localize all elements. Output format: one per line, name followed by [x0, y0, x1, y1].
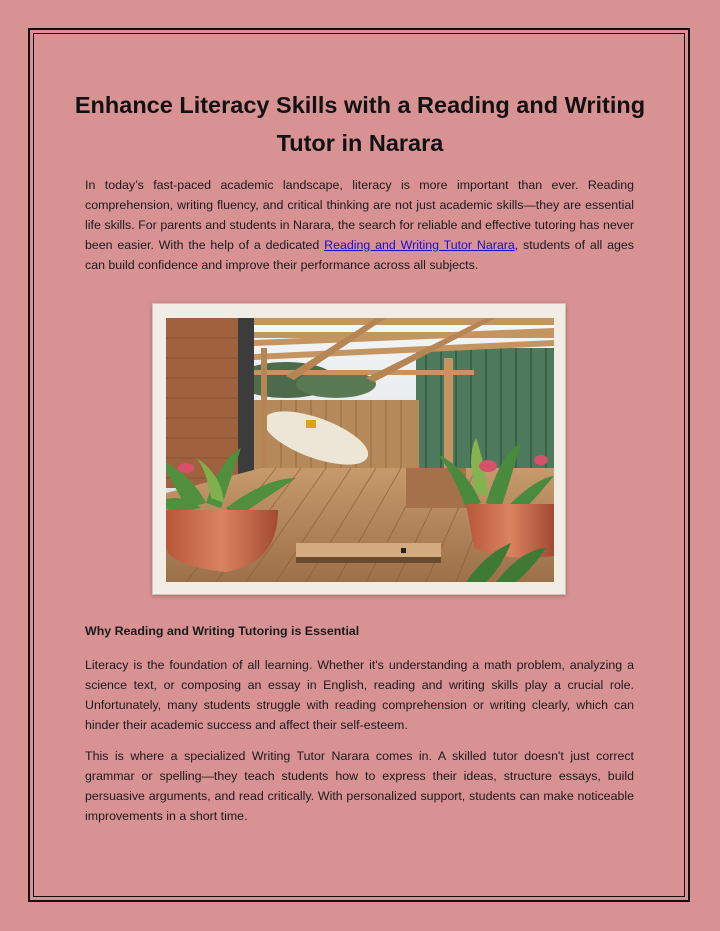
- paragraph-literacy-foundation: Literacy is the foundation of all learning. Whether it's understanding a math problem, analyzing a science text, or composing an essay in English, reading and writing skills play a crucial role. Unfortunately, many students struggle with reading comprehension or writing clearly, which can hinder their academic success and affect their self-esteem.: [85, 658, 634, 732]
- deck-photo: [166, 318, 554, 582]
- page-title: Enhance Literacy Skills with a Reading and Writing Tutor in Narara: [74, 92, 646, 156]
- paragraph-writing-tutor: This is where a specialized Writing Tutor Narara comes in. A skilled tutor doesn't just correct grammar or spelling—they teach students how to express their ideas, structure essays, build persuasive arguments, and read critically. With personalized support, students can make noticeable improvements in a short time.: [85, 749, 634, 823]
- section-heading: Why Reading and Writing Tutoring is Essential: [85, 624, 360, 638]
- deck-photo-frame: [152, 303, 566, 595]
- intro-text-start: In today’s fast-paced academic landscape, literacy is more important than ever. Reading comprehension, writing fluency, and critical thinking are not just academic skills—they are essential life skills. For parents and students in Narara, the search for reliable and effective tutoring has never been easier. With the help of a dedicated: [85, 178, 634, 252]
- tutor-link[interactable]: Reading and Writing Tutor Narara: [324, 238, 515, 252]
- intro-paragraph: [85, 175, 634, 275]
- intro-text-end: , students of all ages can build confidence and improve their performance across all subjects.: [85, 238, 634, 272]
